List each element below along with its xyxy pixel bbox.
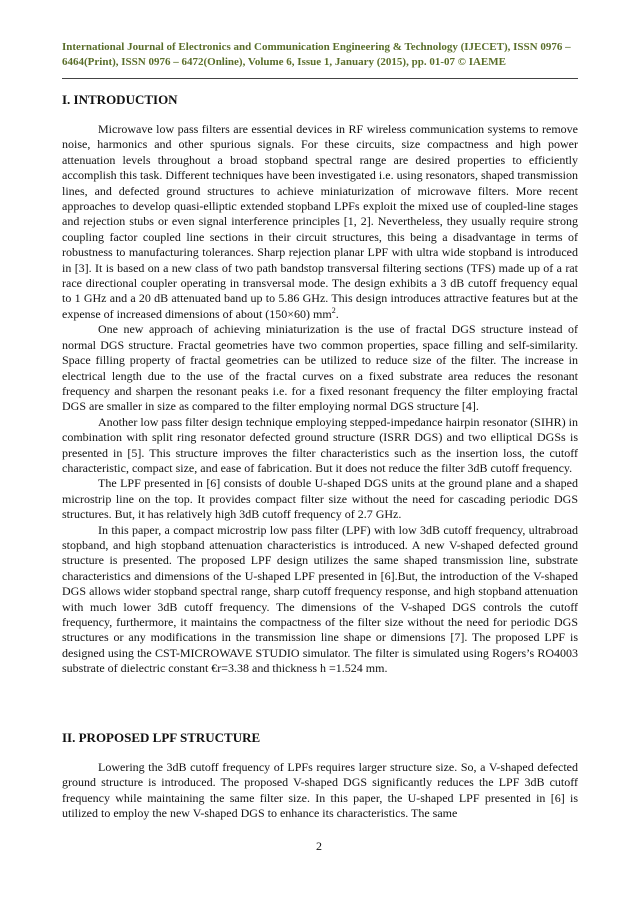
journal-header: International Journal of Electronics and Communication Engineering & Technology (IJECET), ISSN 0976 – 6464(Print), ISSN 0976 – 6472(Online), Volume 6, Issue 1, January (2015), pp. 01-07 © IAEME [62, 41, 571, 68]
page-number: 2 [316, 839, 322, 853]
section-heading-introduction: I. INTRODUCTION [62, 92, 178, 107]
paragraph: Lowering the 3dB cutoff frequency of LPFs requires larger structure size. So, a V-shaped defected ground structure is introduced. The proposed V-shaped DGS significantly reduces the LPF 3dB cutoff frequency while maintaining the same filter size. In this paper, the U-shaped LPF presented in [6] is utilized to employ the new V-shaped DGS to enhance its characteristics. The same [62, 760, 578, 821]
introduction-body [62, 122, 578, 677]
paragraph: The LPF presented in [6] consists of double U-shaped DGS units at the ground plane and a shaped microstrip line on the top. It provides compact filter size without the need for cascading periodic DGS structures. But, it has relatively high 3dB cutoff frequency of 2.7 GHz. [62, 476, 578, 522]
proposed-structure-body [62, 760, 578, 822]
paragraph: Another low pass filter design technique employing stepped-impedance hairpin resonator (SIHR) in combination with split ring resonator defected ground structure (ISRR DGS) and two elliptical DGSs is presented in [5]. This structure improves the filter characteristics such as the insertion loss, the cutoff characteristic, compact size, and ease of fabrication. But it does not reduce the filter 3dB cutoff frequency. [62, 414, 578, 475]
paragraph: Microwave low pass filters are essential devices in RF wireless communication systems to remove noise, harmonics and other spurious signals. For these circuits, size compactness and high power attenuation levels throughout a broad stopband spectral range are desired properties to efficiently accomplish this task. Different techniques have been investigated i.e. using resonators, shaped transmission lines, and defected ground structures to achieve miniaturization of microwave filters. More recent approaches to develop quasi-elliptic extended stopband LPFs exploit the mixed use of coupled-line stages and rejection stubs or even signal interference principles [1, 2]. Nevertheless, they usually require strong coupling factor coupled line sections in their circuit structures, this being a disadvantage in terms of robustness to manufacturing tolerances. Sharp rejection planar LPF with ultra wide stopband is introduced in [3]. It is based on a new class of two path bandstop transversal filtering sections (TFS) made up of a rat race directional coupler operating in transversal mode. The design exhibits a 3 dB cutoff frequency equal to 1 GHz and a 20 dB attenuated band up to 5.86 GHz. This design introduces attractive features but at the expense of increased dimensions of about (150×60) $mm^2$. [62, 122, 578, 321]
header-rule [62, 78, 578, 79]
paragraph: One new approach of achieving miniaturization is the use of fractal DGS structure instead of normal DGS structure. Fractal geometries have two common properties, space filling and self-similarity. Space filling property of fractal geometries can be utilized to reduce size of the filter. The increase in electrical length due to the use of the fractal curves on a fixed substrate area reduces the resonant frequency and sharpen the resonant peaks i.e. for a fixed resonant frequency the filter employing fractal DGS are smaller in size as compared to the filter employing normal DGS structure [4]. [62, 322, 578, 414]
section-heading-proposed-structure: II. PROPOSED LPF STRUCTURE [62, 730, 261, 745]
paragraph: In this paper, a compact microstrip low pass filter (LPF) with low 3dB cutoff frequency, ultrabroad stopband, and high stopband attenuation characteristics is introduced. A new V-shaped defected ground structure is presented. The proposed LPF design utilizes the same shaped transmission line, substrate characteristics and dimensions of the U-shaped LPF presented in [6].But, the introduction of the V-shaped DGS allows wider stopband spectral range, sharp cutoff frequency response, and high stopband attenuation with much lower 3dB cutoff frequency. The dimensions of the V-shaped DGS controls the cutoff frequency, furthermore, it maintains the compactness of the filter size without the need for periodic DGS structures or any modifications in the transmission line shape or dimensions [7]. The proposed LPF is designed using the CST-MICROWAVE STUDIO simulator. The filter is simulated using Rogers’s RO4003 substrate of dielectric constant €r=3.38 and thickness h =1.524 mm. [62, 522, 578, 676]
